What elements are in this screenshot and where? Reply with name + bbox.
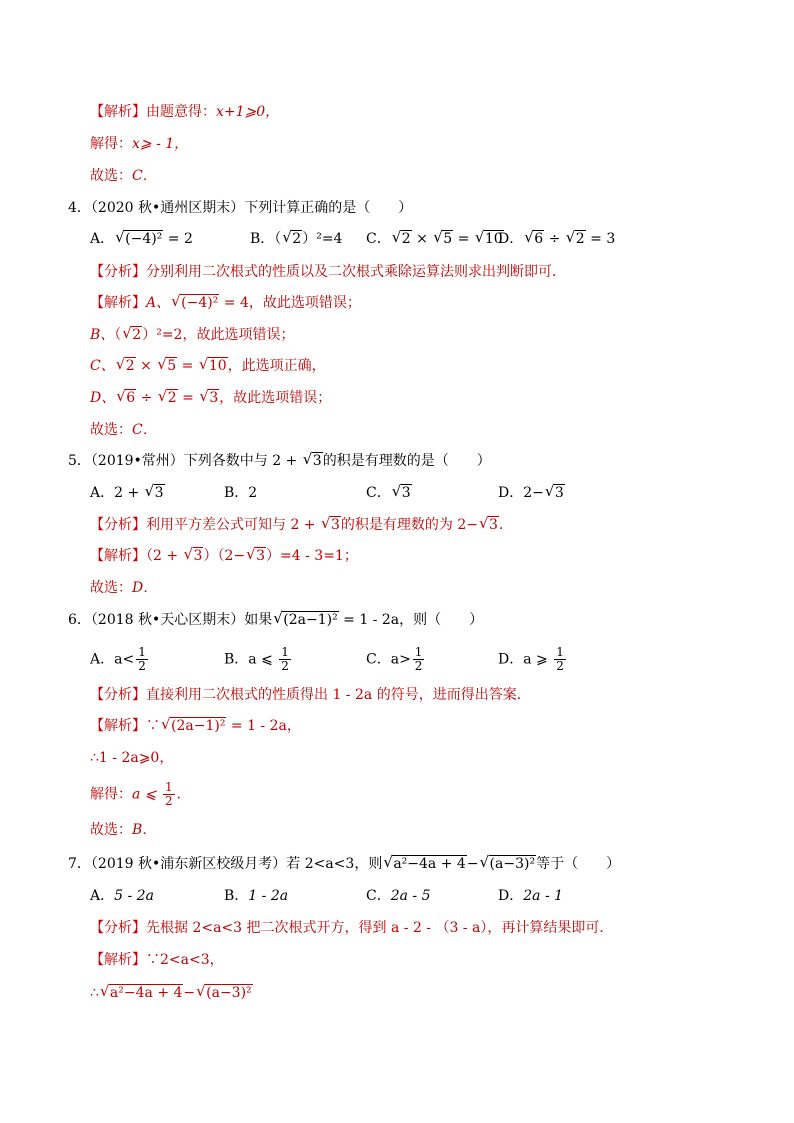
q7-option-d: D．2a - 1 [498,888,564,904]
q5-option-a: A．2 + √ 3 [90,483,165,503]
fenxi-tag: 【分析】 [90,264,146,280]
q4-option-d: D．√ 6 ÷ √ 2 = 3 [498,229,615,249]
q7-jiexi: 【解析】∵2<a<3， [90,952,224,968]
q6-option-d: D．a ⩾ $\frac{1}{2}$ [498,645,564,673]
q6-option-a: A．a< $\frac{1}{2}$ [90,645,146,673]
q5-stem: 5．（2019•常州）下列各数中与 2 + √ 3的积是有理数的是（ ） [68,451,491,471]
q6-stem: 6．（2018 秋•天心区期末）如果√ (2a−1)² = 1 - 2a，则（ ） [68,610,483,630]
q7-option-a: A．5 - 2a [90,888,154,904]
answer-text: 故选： [90,168,132,184]
q6-therefore: ∴1 - 2a⩾0， [90,750,174,766]
q7-fenxi: 【分析】先根据 2<a<3 把二次根式开方，得到 a - 2 - （3 - a），再计算结果即可． [90,920,614,936]
q5-answer: 故选：D． [90,580,158,596]
q6-fenxi: 【分析】直接利用二次根式的性质得出 1 - 2a 的符号，进而得出答案． [90,687,531,703]
jiexi-text: 由题意得： [146,104,216,120]
q5-option-d: D．2−√ 3 [498,483,565,503]
q5-fenxi: 【分析】利用平方差公式可知与 2 + √ 3的积是有理数的为 2−√ 3． [90,515,513,535]
q4-jiexi-a: 【解析】A、√ (−4)² = 4，故此选项错误； [90,293,361,313]
q7-option-b: B．1 - 2a [224,888,289,904]
q5-jiexi: 【解析】（2 + √ 3）（2−√ 3）=4 - 3=1； [90,546,358,566]
q4-jiexi-d: D、√ 6 ÷ √ 2 = √ 3，故此选项错误； [90,388,331,408]
top-solve-line [90,134,188,154]
answer-value: C． [132,168,157,184]
jiexi-expr: x+1⩾0， [216,104,280,120]
q4-jiexi-c: C、√ 2 × √ 5 = √ 10，此选项正确， [90,356,326,376]
q4-stem: 4．（2020 秋•通州区期末）下列计算正确的是（ ） [68,200,413,216]
q6-solve: 解得：a ⩽ $\frac{1}{2}$ ． [90,780,191,808]
top-jiexi-line [90,102,279,122]
q6-option-b: B．a ⩽ $\frac{1}{2}$ [224,645,289,673]
solve-expr: x⩾ - 1， [132,136,189,152]
q5-option-b: B．2 [224,485,258,501]
q4-answer: 故选：C． [90,422,157,438]
jiexi-tag: 【解析】 [90,295,146,311]
q6-option-c: C．a> $\frac{1}{2}$ [366,645,423,673]
solve-text: 解得： [90,136,132,152]
q7-option-c: C．2a - 5 [366,888,431,904]
q4-fenxi [90,262,566,282]
q7-stem: 7．（2019 秋•浦东新区校级月考）若 2<a<3，则√ a²−4a + 4−√ (a−3)²等于（ ） [68,854,620,874]
jiexi-tag: 【解析】 [90,104,146,120]
q5-option-c: C．√ 3 [366,483,412,503]
q4-option-b: B．（√ 2）²=4 [250,229,342,249]
q7-therefore: ∴√ a²−4a + 4−√ (a−3)² [90,983,253,1003]
q4-jiexi-b: B、（√ 2）²=2，故此选项错误； [90,325,294,345]
q4-option-a: A．√ (−4)² = 2 [90,229,193,249]
q6-jiexi: 【解析】∵√ (2a−1)² = 1 - 2a， [90,716,301,736]
q4-option-c: C．√ 2 × √ 5 = √ 10 [366,229,504,249]
q6-answer: 故选：B． [90,822,157,838]
top-answer-line [90,166,157,186]
fenxi-text: 分别利用二次根式的性质以及二次根式乘除运算法则求出判断即可． [146,264,566,280]
